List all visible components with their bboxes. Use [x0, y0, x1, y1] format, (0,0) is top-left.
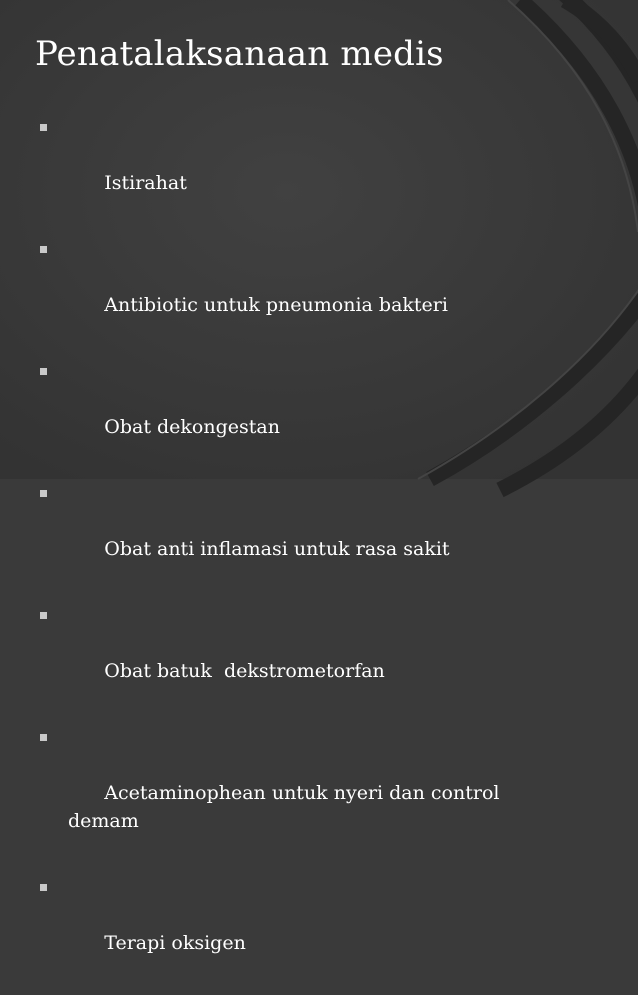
bullet-text: Obat batuk dekstrometorfan — [104, 660, 385, 682]
square-bullet-icon — [40, 368, 47, 375]
bullet-text: Antibiotic untuk pneumonia bakteri — [104, 294, 448, 316]
square-bullet-icon — [40, 612, 47, 619]
square-bullet-icon — [40, 246, 47, 253]
bullet-item — [40, 873, 600, 985]
bullet-item — [40, 601, 600, 713]
bullet-text: Istirahat — [104, 172, 187, 194]
square-bullet-icon — [40, 734, 47, 741]
bullet-item — [40, 235, 600, 347]
bullet-text: Obat anti inflamasi untuk rasa sakit — [104, 538, 450, 560]
bullet-list — [40, 113, 600, 995]
bullet-item — [40, 113, 600, 225]
square-bullet-icon — [40, 490, 47, 497]
square-bullet-icon — [40, 124, 47, 131]
bullet-item — [40, 723, 548, 863]
bullet-text: Terapi oksigen — [104, 932, 246, 954]
bullet-item — [40, 357, 600, 469]
bullet-text: Obat dekongestan — [104, 416, 280, 438]
bullet-text: Acetaminophean untuk nyeri dan control demam — [68, 782, 506, 832]
slide-title: Penatalaksanaan medis — [35, 34, 444, 74]
square-bullet-icon — [40, 884, 47, 891]
bullet-item — [40, 479, 600, 591]
